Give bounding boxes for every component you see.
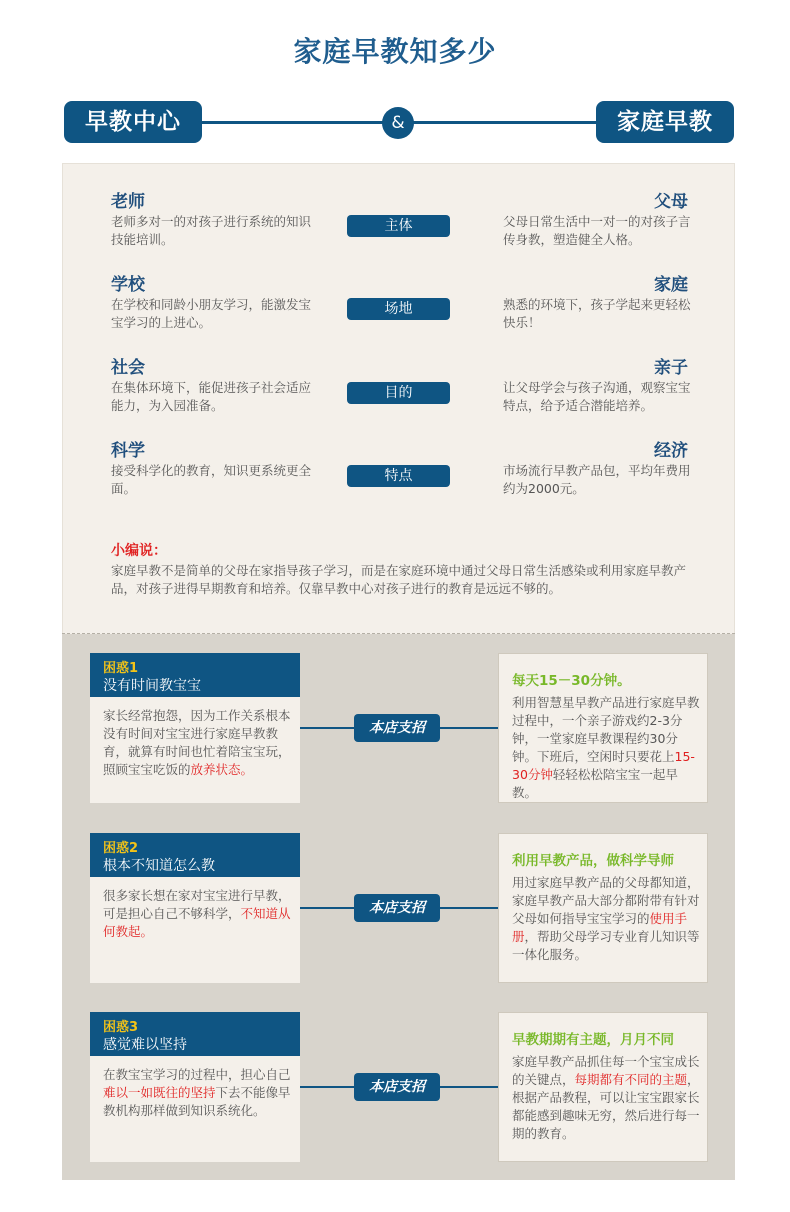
- category-pill: 目的: [347, 382, 450, 404]
- header-left-pill: 早教中心: [64, 101, 202, 143]
- right-text: 市场流行早教产品包，平均年费用约为2000元。: [503, 463, 691, 496]
- right-title: 经济: [654, 441, 688, 461]
- solution-card: [498, 833, 708, 983]
- editor-note-text: 家庭早教不是简单的父母在家指导孩子学习，而是在家庭环境中通过父母日常生活感染或利用家庭早教产品，对孩子进得早期教育和培养。仅靠早教中心对孩子进行的教育是远远不够的。: [111, 563, 687, 596]
- left-title: 老师: [111, 192, 145, 212]
- left-text: 在集体环境下，能促进孩子社会适应能力，为入园准备。: [111, 380, 312, 413]
- solution-text: 利用智慧星早教产品进行家庭早教过程中，一个亲子游戏约2-3分钟，一堂家庭早教课程约30分钟。下班后，空闲时只要花上15-30分钟轻轻松松陪宝宝一起早教。: [512, 695, 700, 800]
- solution-title: 利用早教产品，做科学导师: [512, 853, 674, 869]
- confusion-label: 困惑2: [103, 841, 139, 856]
- header-right-pill: 家庭早教: [596, 101, 734, 143]
- confusion-subtitle: 没有时间教宝宝: [103, 678, 201, 694]
- confusion-text: 很多家长想在家对宝宝进行早教，可是担心自己不够科学，不知道从何教起。: [103, 888, 291, 939]
- confusion-header: [90, 653, 300, 697]
- tip-badge: 本店支招: [354, 1073, 440, 1101]
- confusion-text: 家长经常抱怨，因为工作关系根本没有时间对宝宝进行家庭早教教育，就算有时间也忙着陪宝宝玩，照顾宝宝吃饭的放养状态。: [103, 708, 291, 777]
- tip-badge: 本店支招: [354, 714, 440, 742]
- highlight-text: 难以一如既往的坚持: [103, 1085, 216, 1100]
- highlight-text: 每期都有不同的主题: [574, 1072, 688, 1087]
- solution-text: 用过家庭早教产品的父母都知道，家庭早教产品大部分都附带有针对父母如何指导宝宝学习的使用手册，帮助父母学习专业育儿知识等一体化服务。: [512, 875, 700, 962]
- left-title: 学校: [111, 275, 145, 295]
- left-text: 老师多对一的对孩子进行系统的知识技能培训。: [111, 214, 312, 247]
- solution-text: 家庭早教产品抓住每一个宝宝成长的关键点，每期都有不同的主题，根据产品教程，可以让宝宝跟家长都能感到趣味无穷，然后进行每一期的教育。: [512, 1054, 700, 1141]
- right-text: 熟悉的环境下，孩子学起来更轻松快乐！: [503, 297, 691, 330]
- category-pill: 场地: [347, 298, 450, 320]
- highlight-text: 15-30分钟: [512, 749, 695, 782]
- confusion-text: 在教宝宝学习的过程中，担心自己难以一如既往的坚持下去不能像早教机构那样做到知识系统化。: [103, 1067, 291, 1118]
- page-title: 家庭早教知多少: [293, 35, 497, 68]
- confusion-subtitle: 根本不知道怎么教: [103, 858, 215, 874]
- category-pill: 主体: [347, 215, 450, 237]
- tip-badge: 本店支招: [354, 894, 440, 922]
- confusion-card: [90, 653, 300, 803]
- confusion-label: 困惑3: [103, 1020, 139, 1035]
- solution-card: [498, 1012, 708, 1162]
- left-text: 接受科学化的教育，知识更系统更全面。: [111, 463, 312, 496]
- ampersand-badge: &: [382, 107, 414, 139]
- confusion-label: 困惑1: [103, 661, 139, 676]
- right-title: 父母: [654, 192, 688, 212]
- solution-title: 早教期期有主题，月月不同: [512, 1032, 674, 1048]
- category-pill: 特点: [347, 465, 450, 487]
- right-text: 父母日常生活中一对一的对孩子言传身教，塑造健全人格。: [503, 214, 691, 247]
- confusion-card: [90, 833, 300, 983]
- left-title: 社会: [111, 358, 145, 378]
- right-text: 让父母学会与孩子沟通，观察宝宝特点，给予适合潜能培养。: [503, 380, 691, 413]
- solution-title: 每天15－30分钟。: [512, 673, 631, 689]
- right-title: 家庭: [654, 275, 688, 295]
- highlight-text: 放养状态。: [190, 762, 254, 777]
- highlight-text: 使用手册: [512, 911, 688, 944]
- confusion-header: [90, 833, 300, 877]
- confusion-header: [90, 1012, 300, 1056]
- left-title: 科学: [111, 441, 145, 461]
- highlight-text: 不知道从何教起。: [103, 906, 291, 939]
- right-title: 亲子: [654, 358, 688, 378]
- confusion-subtitle: 感觉难以坚持: [103, 1037, 187, 1053]
- confusion-card: [90, 1012, 300, 1162]
- solution-card: [498, 653, 708, 803]
- left-text: 在学校和同龄小朋友学习，能激发宝宝学习的上进心。: [111, 297, 312, 330]
- editor-note-title: 小编说：: [111, 543, 167, 559]
